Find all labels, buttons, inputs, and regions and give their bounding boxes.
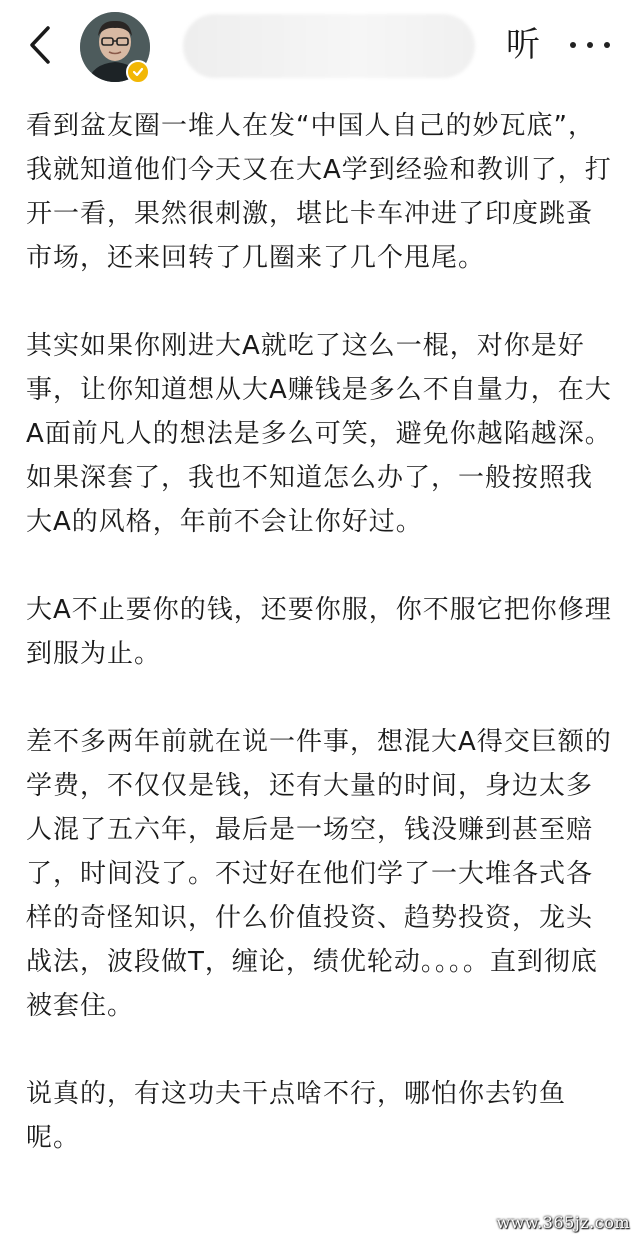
article-paragraph: 大A不止要你的钱，还要你服，你不服它把你修理到服为止。 [26,595,612,669]
article-paragraph: 说真的，有这功夫干点啥不行，哪怕你去钓鱼呢。 [26,1079,567,1153]
back-button[interactable] [22,22,62,68]
more-options-button[interactable] [570,28,610,62]
verified-badge [126,60,150,84]
more-horizontal-icon [570,42,610,48]
listen-button[interactable]: 听 [506,25,540,65]
verified-badge-icon [131,65,145,79]
article-paragraph: 看到盆友圈一堆人在发“中国人自己的妙瓦底”，我就知道他们今天又在大A学到经验和教训了，打开一看，果然很刺激，堪比卡车冲进了印度跳蚤市场，还来回转了几圈来了几个甩尾。 [26,111,612,273]
watermark: www.365jz.com [496,1213,630,1232]
article-paragraph: 其实如果你刚进大A就吃了这么一棍，对你是好事，让你知道想从大A赚钱是多么不自量力，在大A面前凡人的想法是多么可笑，避免你越陷越深。如果深套了，我也不知道怎么办了，一般按照我大A的风格，年前不会让你好过。 [26,331,612,537]
article-paragraph: 差不多两年前就在说一件事，想混大A得交巨额的学费，不仅仅是钱，还有大量的时间，身边太多人混了五六年，最后是一场空，钱没赚到甚至赔了，时间没了。不过好在他们学了一大堆各式各样的奇怪知识，什么价值投资、趋势投资，龙头战法，波段做T，缠论，绩优轮动。。。。直到彻底被套住。 [26,727,612,1021]
top-bar [0,0,640,92]
chevron-left-icon [22,22,62,68]
author-name-blurred[interactable] [183,14,475,78]
article-body [26,104,616,1204]
